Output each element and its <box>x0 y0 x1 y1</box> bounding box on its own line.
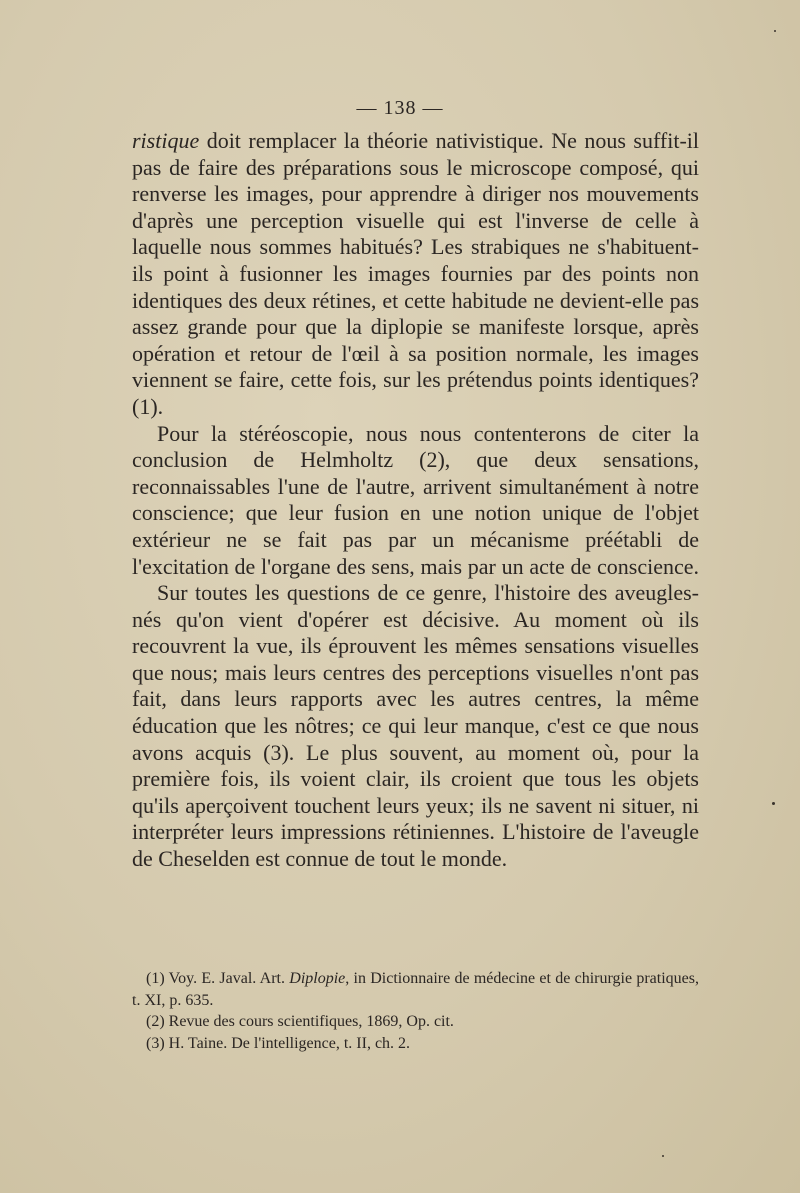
paragraph-3: Sur toutes les questions de ce genre, l'histoire des aveugles-nés qu'on vient d'opérer est décisive. Au moment où ils recouvrent la vue, ils éprouvent les mêmes sensations visuelles que nous; mais leurs centres des perceptions visuelles n'ont pas fait, dans leurs rapports avec les autres centres, la même éducation que les nôtres; ce qui leur manque, c'est ce que nous avons acquis (3). Le plus souvent, au moment où, pour la première fois, ils voient clair, ils croient que tous les objets qu'ils aperçoivent touchent leurs yeux; ils ne savent ni situer, ni interpréter leurs impressions rétiniennes. L'histoire de l'aveugle de Cheselden est connue de tout le monde. <box>132 580 699 872</box>
paragraph-1-italic-lead: ristique <box>132 128 200 153</box>
page-number: — 138 — <box>356 97 444 119</box>
footnote-1-text-b: , in Dictionnaire de médecine et de chirurgie pratiques, t. XI, p. 635. <box>132 970 699 1009</box>
footnote-3: (3) H. Taine. De l'intelligence, t. II, ch. 2. <box>146 1034 411 1052</box>
paper-speck <box>772 802 775 805</box>
paragraph-2: Pour la stéréoscopie, nous nous contenterons de citer la conclusion de Helmholtz (2), que deux sensations, reconnaissables l'une de l'autre, arrivent simultanément à notre conscience; que leur fusion en une notion unique de l'objet extérieur ne se fait pas par un mécanisme préétabli de l'excitation de l'organe des sens, mais par un acte de conscience. <box>132 420 699 579</box>
paper-speck <box>774 30 776 32</box>
footnote-1-italic: Diplopie <box>289 970 346 987</box>
footnote-2: (2) Revue des cours scientifiques, 1869, Op. cit. <box>146 1013 454 1030</box>
paragraph-1 <box>132 128 699 421</box>
paragraph-1-text: doit remplacer la théorie nativistique. Ne nous suffit-il pas de faire des préparations sous le microscope composé, qui renverse les images, pour apprendre à diriger nos mouvements d'après une perception visuelle qui est l'inverse de celle à laquelle nous sommes habitués? Les strabiques ne s'habituent-ils point à fusionner les images fournies par des points non identiques des deux rétines, et cette habitude ne devient-elle pas assez grande pour que la diplopie se manifeste lorsque, après opération et retour de l'œil à sa position normale, les images viennent se faire, cette fois, sur les prétendus points identiques? (1). <box>132 128 699 419</box>
footnotes <box>132 968 699 1054</box>
main-text <box>132 128 699 873</box>
footnote-1 <box>132 968 699 1011</box>
footnote-1-text-a: (1) Voy. E. Javal. Art. <box>146 970 290 987</box>
paper-speck <box>662 1155 664 1157</box>
